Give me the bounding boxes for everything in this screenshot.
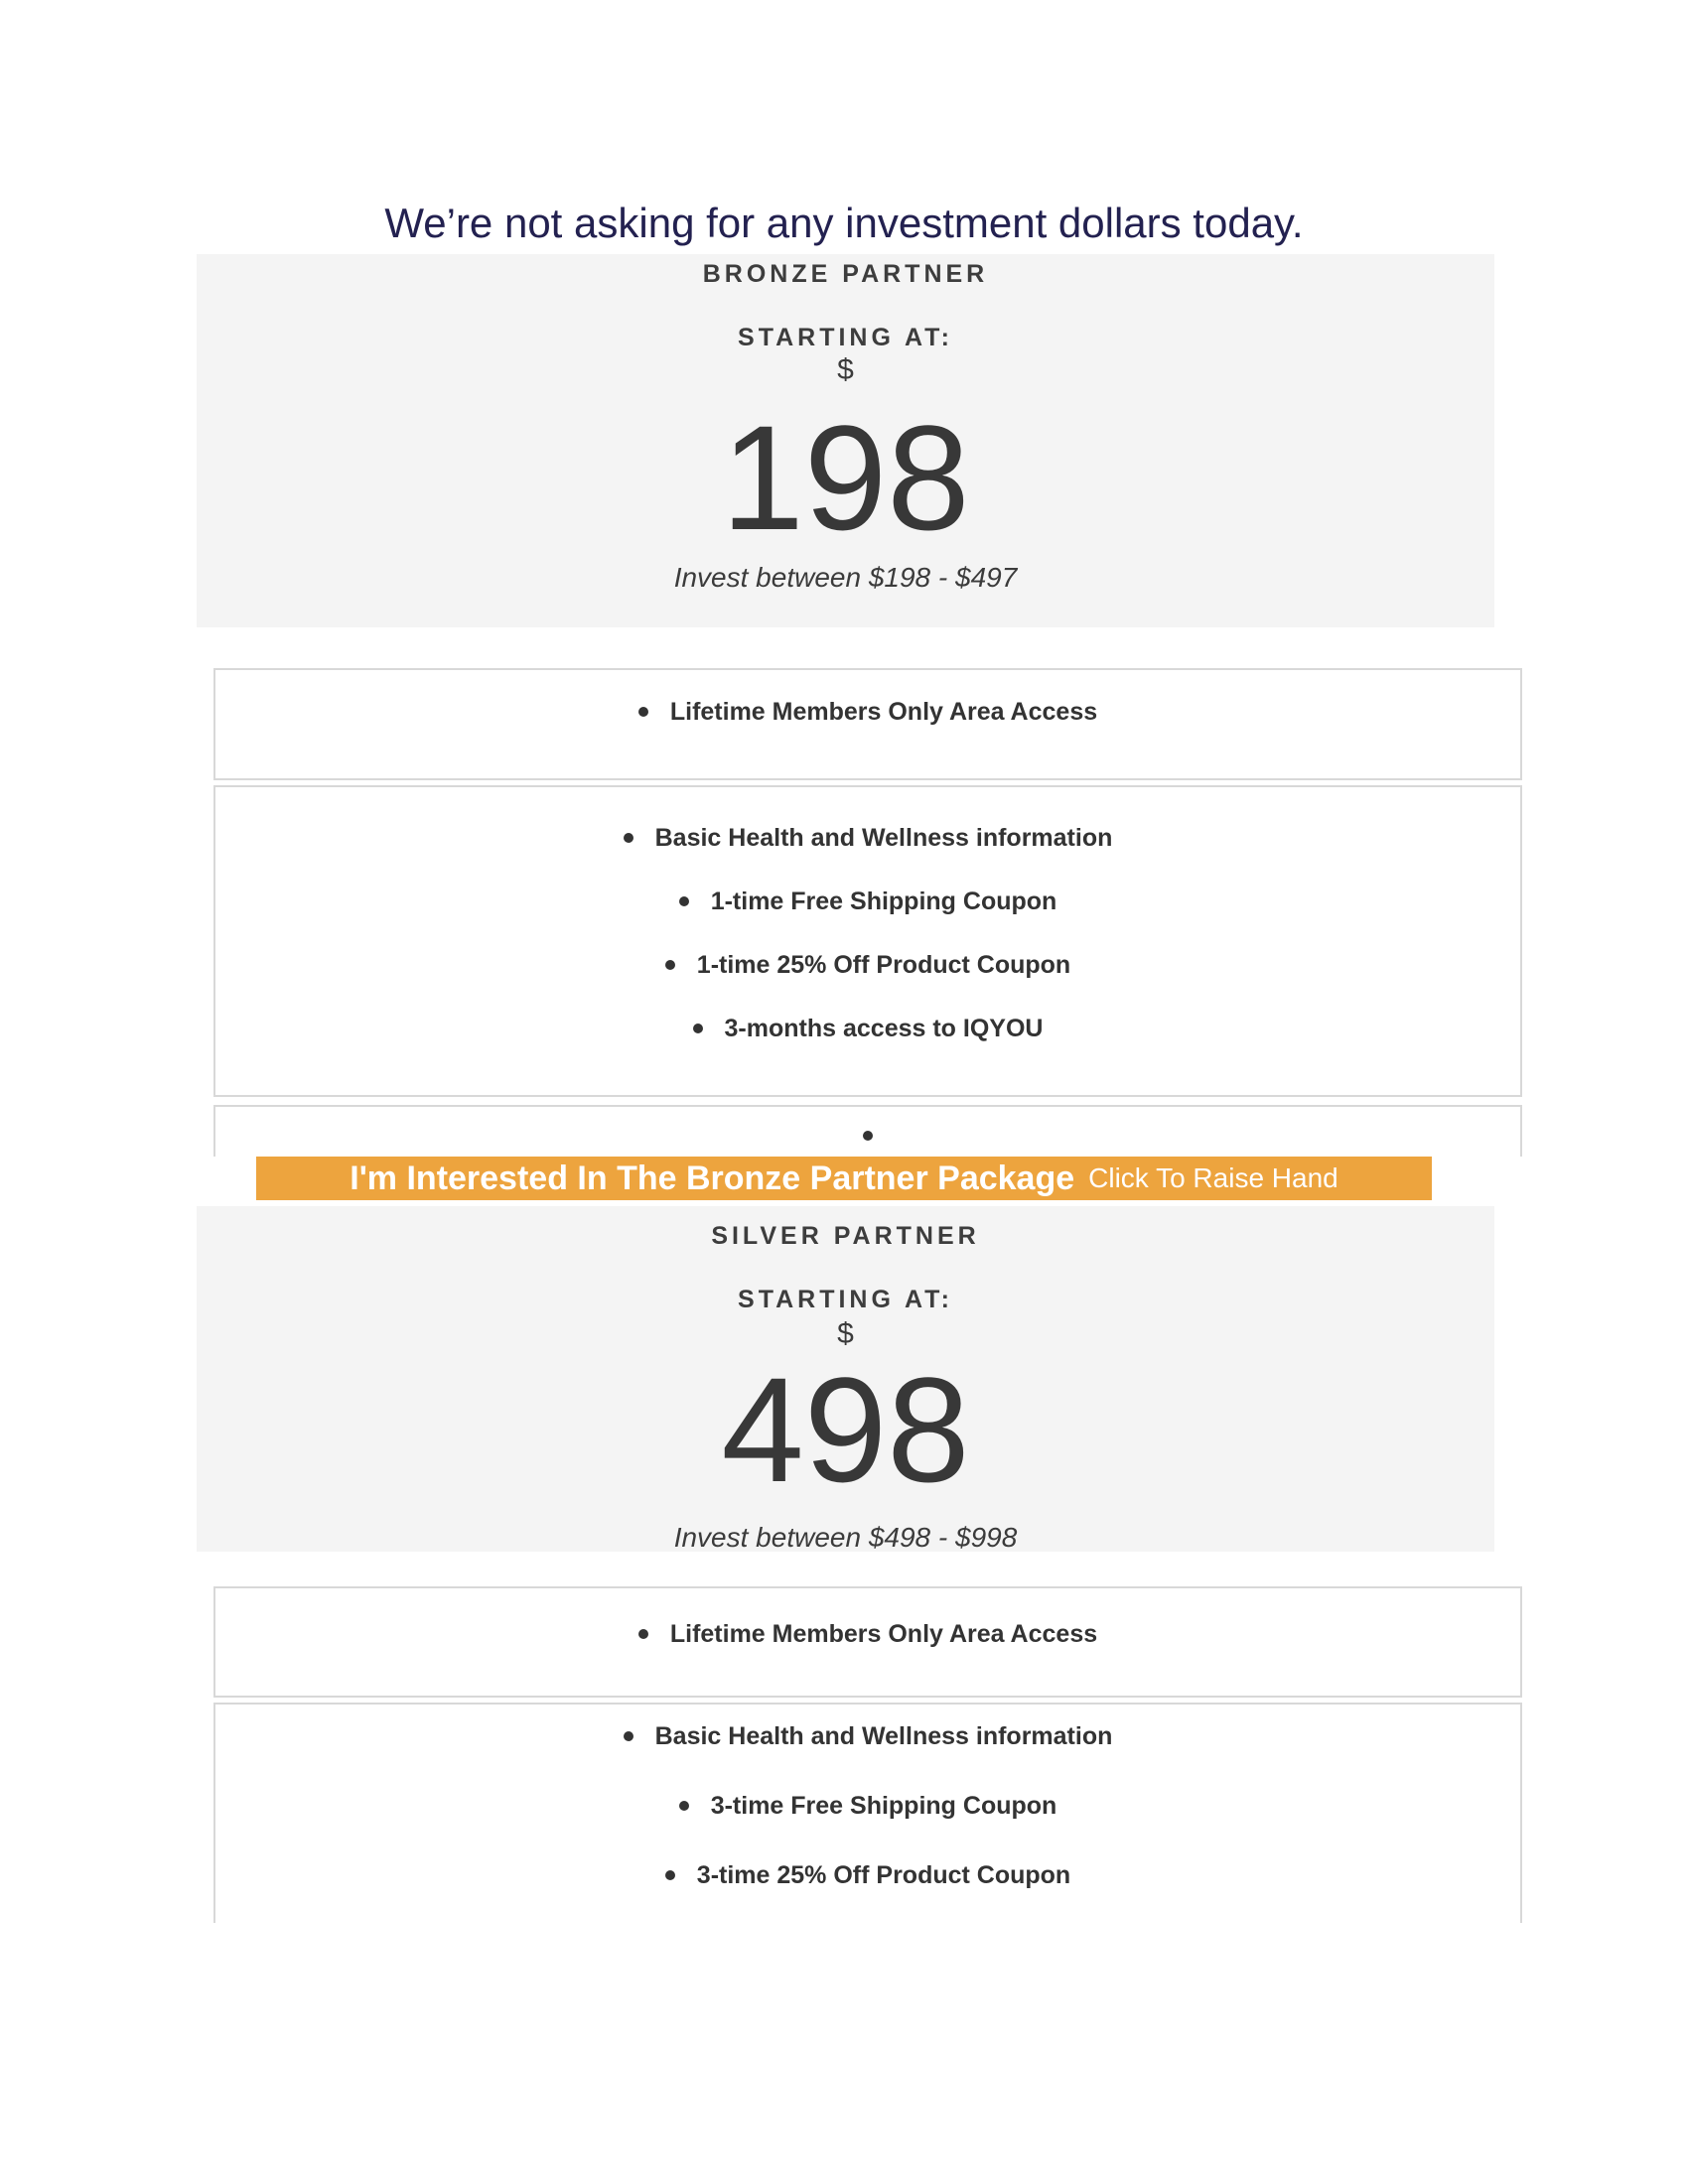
bronze-feature-box-2	[213, 785, 1522, 1097]
silver-currency-symbol: $	[837, 1317, 854, 1350]
bronze-feature-box-3	[213, 1105, 1522, 1157]
bullet-icon	[624, 833, 633, 843]
bronze-price-value: 198	[721, 394, 970, 561]
silver-starting-at-label: STARTING AT:	[738, 1286, 953, 1313]
bronze-currency-symbol: $	[837, 353, 854, 386]
feature-label: 3-time 25% Off Product Coupon	[696, 1861, 1071, 1889]
silver-price-value: 498	[721, 1346, 970, 1513]
bullet-icon	[863, 1131, 873, 1141]
silver-feature-box-2	[213, 1703, 1522, 1923]
bronze-title: BRONZE PARTNER	[702, 260, 989, 288]
bullet-icon	[624, 1731, 633, 1741]
silver-feature-box-1	[213, 1586, 1522, 1698]
bullet-icon	[638, 707, 648, 717]
feature-label: 3-months access to IQYOU	[724, 1015, 1044, 1042]
bullet-icon	[693, 1024, 703, 1033]
bronze-panel	[197, 254, 1494, 627]
cta-main-label: I'm Interested In The Bronze Partner Package	[350, 1159, 1075, 1197]
bronze-starting-at-label: STARTING AT:	[738, 324, 953, 351]
bullet-icon	[665, 1870, 675, 1880]
bronze-invest-range: Invest between $198 - $497	[673, 562, 1018, 593]
feature-item	[215, 949, 1520, 981]
feature-item	[215, 1720, 1520, 1752]
feature-item	[215, 1013, 1520, 1044]
feature-label: Basic Health and Wellness information	[654, 824, 1113, 852]
feature-label: Lifetime Members Only Area Access	[669, 698, 1098, 726]
feature-item	[215, 1131, 1520, 1141]
feature-item	[215, 1790, 1520, 1822]
feature-label: 1-time 25% Off Product Coupon	[696, 951, 1071, 979]
silver-invest-range: Invest between $498 - $998	[673, 1522, 1018, 1553]
bullet-icon	[679, 1801, 689, 1811]
feature-label: 1-time Free Shipping Coupon	[710, 887, 1057, 915]
feature-item	[215, 1618, 1520, 1650]
feature-label: Basic Health and Wellness information	[654, 1722, 1113, 1750]
feature-item	[215, 696, 1520, 728]
feature-item	[215, 886, 1520, 917]
silver-title: SILVER PARTNER	[711, 1222, 980, 1250]
bullet-icon	[679, 896, 689, 906]
cta-sub-label: Click To Raise Hand	[1088, 1162, 1338, 1193]
feature-label: 3-time Free Shipping Coupon	[710, 1792, 1057, 1820]
feature-label: Lifetime Members Only Area Access	[669, 1620, 1098, 1648]
silver-panel	[197, 1206, 1494, 1552]
cta-button[interactable]	[256, 1157, 1432, 1200]
page-heading: We’re not asking for any investment dollars today.	[384, 200, 1304, 246]
bronze-feature-box-1	[213, 668, 1522, 780]
bullet-icon	[638, 1629, 648, 1639]
bullet-icon	[665, 960, 675, 970]
feature-item	[215, 1859, 1520, 1891]
feature-item	[215, 822, 1520, 854]
